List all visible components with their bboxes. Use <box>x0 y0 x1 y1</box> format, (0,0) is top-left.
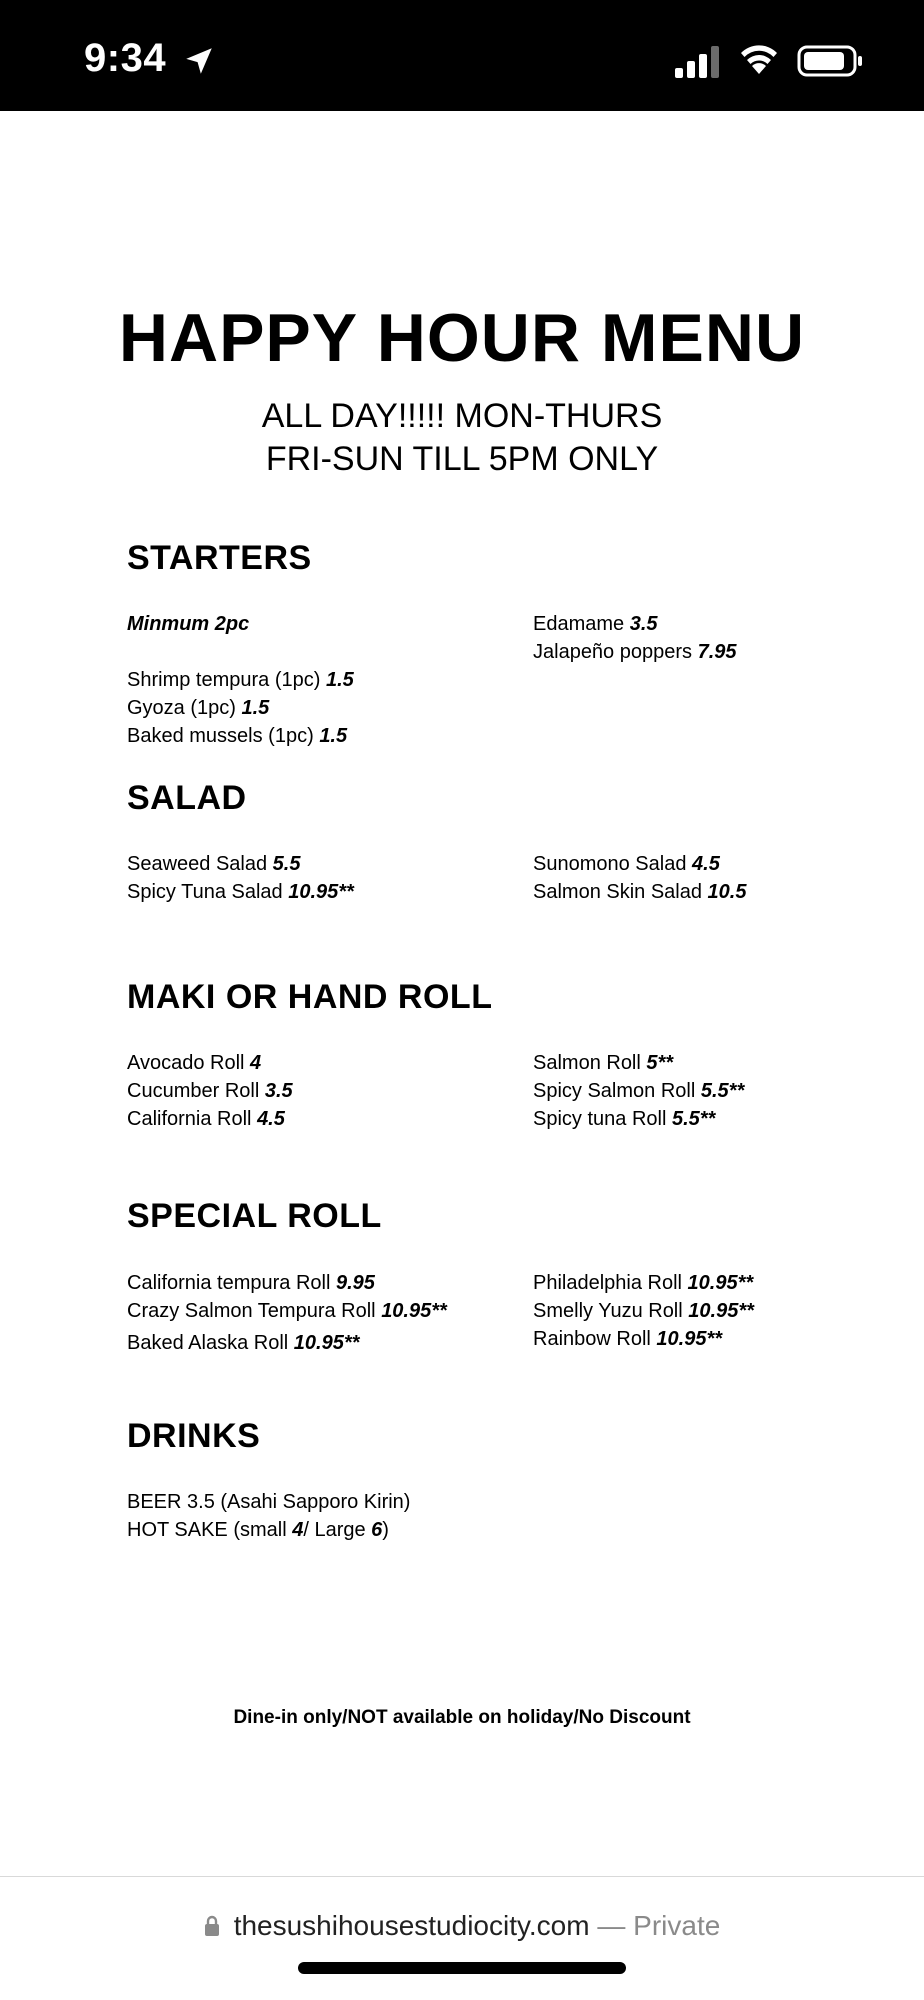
item-price: 4.5 <box>257 1108 285 1130</box>
item-price: 10.95** <box>381 1300 447 1322</box>
drink-item-sake <box>127 1516 507 1544</box>
item-name: Seaweed Salad <box>127 853 268 875</box>
section-heading-maki: MAKI OR HAND ROLL <box>127 978 493 1016</box>
menu-subtitle-hours: FRI-SUN TILL 5PM ONLY <box>265 440 659 478</box>
item-name: Edamame <box>533 613 625 635</box>
item-name: Gyoza (1pc) <box>127 697 236 719</box>
menu-item <box>127 666 507 694</box>
menu-item <box>533 878 853 906</box>
item-price: 10.95** <box>288 881 354 903</box>
menu-item <box>533 1077 853 1105</box>
special-right-column <box>533 1269 853 1353</box>
item-name: Jalapeño poppers <box>533 641 693 663</box>
menu-item <box>127 1269 507 1297</box>
salad-right-column <box>533 850 853 906</box>
special-left-column <box>127 1269 507 1357</box>
item-name: Spicy Tuna Salad <box>127 881 283 903</box>
item-price: 3.5 <box>629 613 658 635</box>
item-name: Salmon Roll <box>533 1052 641 1074</box>
item-name: Smelly Yuzu Roll <box>533 1300 683 1322</box>
location-arrow-icon <box>182 44 216 78</box>
menu-item <box>127 1105 507 1133</box>
menu-item <box>127 1297 507 1325</box>
privacy-label: — Private <box>597 1910 721 1941</box>
item-name: California Roll <box>127 1108 252 1130</box>
section-heading-special: SPECIAL ROLL <box>127 1197 382 1235</box>
item-price: 5.5** <box>671 1108 716 1130</box>
home-indicator[interactable] <box>298 1962 626 1974</box>
item-name: Spicy tuna Roll <box>533 1108 667 1130</box>
menu-title: HAPPY HOUR MENU <box>118 300 806 376</box>
item-name: Spicy Salmon Roll <box>533 1080 696 1102</box>
item-price: 10.95** <box>687 1272 754 1294</box>
menu-item <box>533 1269 853 1297</box>
item-price: 10.95** <box>293 1332 360 1354</box>
menu-item <box>533 1049 853 1077</box>
menu-item <box>533 850 853 878</box>
url-text[interactable]: thesushihousestudiocity.com <box>233 1910 590 1941</box>
menu-item <box>127 694 507 722</box>
section-heading-salad: SALAD <box>127 779 247 817</box>
item-name: Baked mussels (1pc) <box>127 725 314 747</box>
wifi-icon <box>738 40 780 76</box>
section-heading-starters: STARTERS <box>127 539 312 577</box>
item-name: Baked Alaska Roll <box>127 1332 289 1354</box>
sake-small-price: 4 <box>292 1519 304 1541</box>
section-heading-drinks: DRINKS <box>127 1417 261 1455</box>
item-price: 1.5 <box>319 725 348 747</box>
starters-right-column <box>533 610 853 666</box>
item-name: Sunomono Salad <box>533 853 687 875</box>
sake-large-price: 6 <box>371 1519 383 1541</box>
maki-right-column <box>533 1049 853 1133</box>
item-price: 1.5 <box>241 697 270 719</box>
browser-address-bar[interactable] <box>0 1876 924 2000</box>
menu-item <box>533 610 853 638</box>
item-name: Rainbow Roll <box>533 1328 651 1350</box>
item-price: 3.5 <box>264 1080 293 1102</box>
status-bar <box>0 0 924 111</box>
menu-footer-note: Dine-in only/NOT available on holiday/No Discount <box>233 1707 691 1728</box>
menu-item <box>127 850 507 878</box>
url-row[interactable] <box>0 1908 924 1944</box>
menu-item <box>533 1105 853 1133</box>
sake-prefix: HOT SAKE (small <box>127 1519 293 1541</box>
menu-item <box>127 722 507 750</box>
item-price: 9.95 <box>335 1272 375 1294</box>
item-name: Philadelphia Roll <box>533 1272 682 1294</box>
item-price: 7.95 <box>697 641 737 663</box>
starters-minimum-note: Minmum 2pc <box>127 613 250 635</box>
menu-item <box>533 1325 853 1353</box>
item-price: 5** <box>646 1052 674 1074</box>
status-time: 9:34 <box>84 36 167 80</box>
item-name: Shrimp tempura (1pc) <box>127 669 321 691</box>
battery-icon <box>797 44 865 78</box>
item-price: 5.5 <box>272 853 301 875</box>
menu-item <box>127 1049 507 1077</box>
item-name: Cucumber Roll <box>127 1080 260 1102</box>
item-price: 10.95** <box>656 1328 723 1350</box>
item-price: 10.5 <box>707 881 747 903</box>
item-name: Avocado Roll <box>127 1052 245 1074</box>
sake-suffix: ) <box>382 1519 389 1541</box>
item-price: 4 <box>250 1052 262 1074</box>
menu-item <box>533 638 853 666</box>
cellular-signal-icon <box>673 46 723 78</box>
sake-mid: / Large <box>303 1519 372 1541</box>
item-name: Crazy Salmon Tempura Roll <box>127 1300 376 1322</box>
menu-item <box>127 1077 507 1105</box>
menu-item <box>127 1329 507 1357</box>
item-name: California tempura Roll <box>127 1272 331 1294</box>
menu-item <box>533 1297 853 1325</box>
item-price: 10.95** <box>688 1300 754 1322</box>
maki-left-column <box>127 1049 507 1133</box>
menu-subtitle-days: ALL DAY!!!!! MON-THURS <box>261 397 663 435</box>
item-price: 1.5 <box>325 669 354 691</box>
item-name: Salmon Skin Salad <box>533 881 702 903</box>
item-price: 5.5** <box>700 1080 745 1102</box>
menu-item <box>127 878 507 906</box>
starters-left-column <box>127 610 507 750</box>
drink-item-beer: BEER 3.5 (Asahi Sapporo Kirin) <box>127 1491 411 1513</box>
drinks-column <box>127 1488 507 1544</box>
item-price: 4.5 <box>692 853 720 875</box>
lock-icon <box>204 1915 220 1937</box>
salad-left-column <box>127 850 507 906</box>
